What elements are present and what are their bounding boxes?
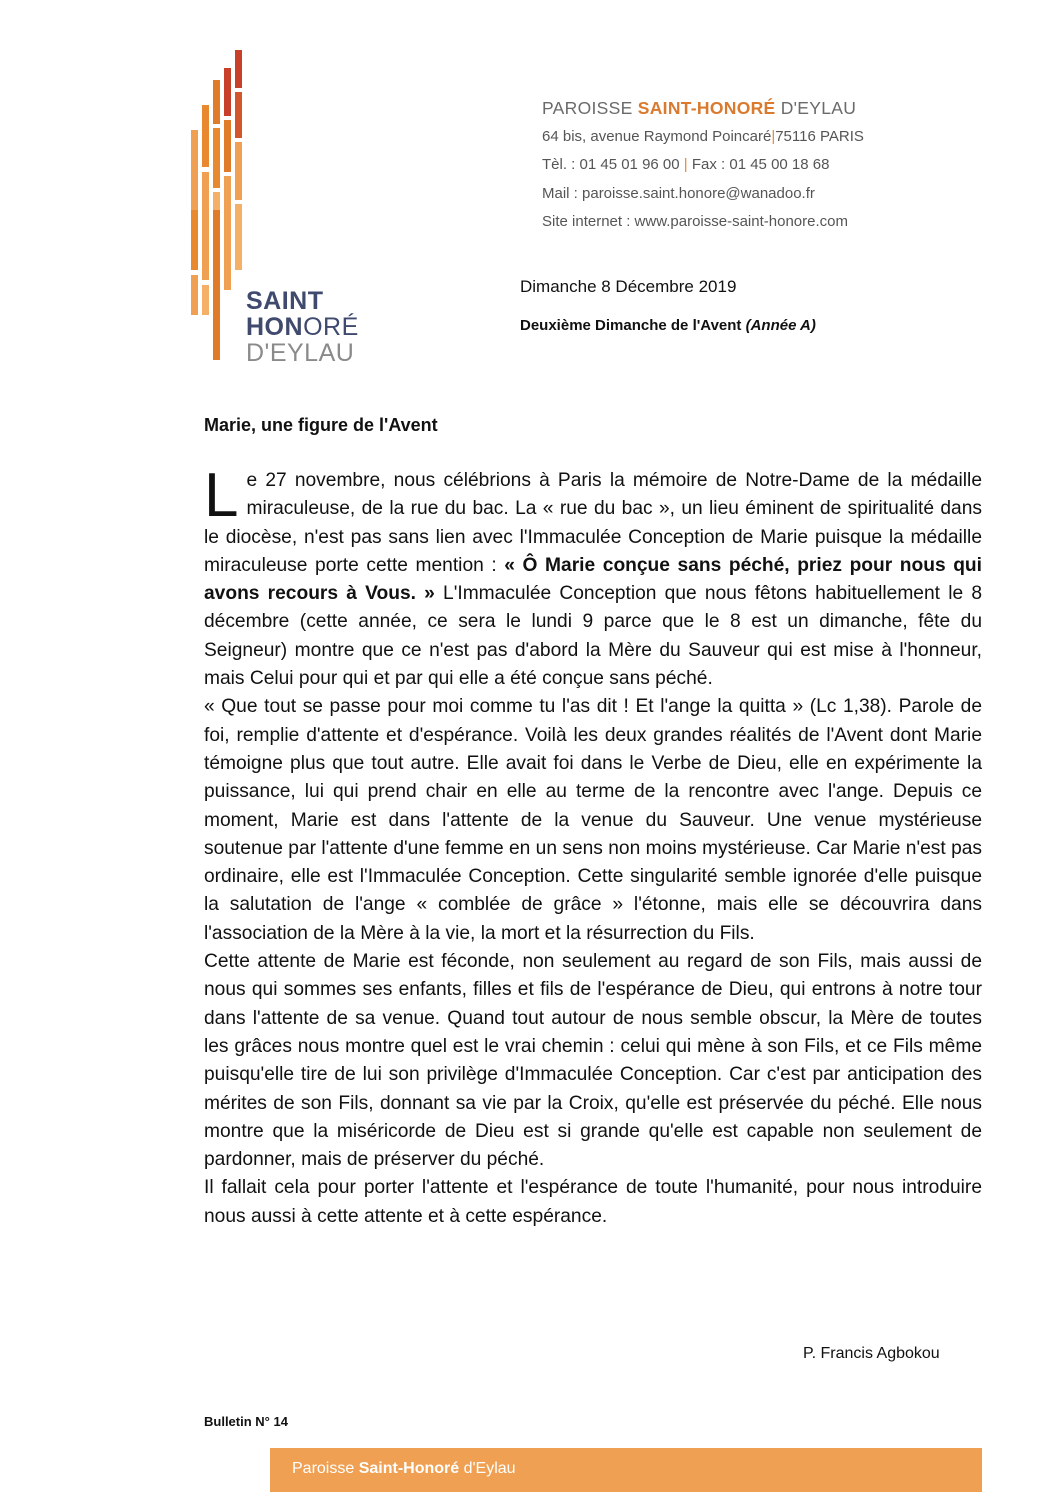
logo-text: [246, 288, 359, 366]
logo-bars-icon: [190, 50, 250, 370]
article-paragraph: Cette attente de Marie est féconde, non seulement au regard de son Fils, mais aussi de nous qui sommes ses enfants, filles et fils de l'espérance de Dieu, qui entrons à notre tour dans l'attente de sa venue. Quand tout autour de nous semble obscur, la Mère de toutes les grâces nous montre quel est le vrai chemin : celui qui mène à son Fils, et ce Fils même puisqu'elle tire de lui son privilège d'Immaculée Conception. Car c'est par anticipation des mérites de son Fils, donnant sa vie par la Croix, qu'elle est préservée du péché. Elle nous montre que la miséricorde de Dieu est si grande qu'elle est capable non seulement de pardonner, mais de préserver du péché.: [204, 951, 982, 1171]
bulletin-date: Dimanche 8 Décembre 2019: [520, 277, 737, 296]
footer-band: [270, 1448, 982, 1492]
article-paragraph: Il fallait cela pour porter l'attente et l'espérance de toute l'humanité, pour nous introduire nous aussi à cette attente et à cette espérance.: [204, 1177, 982, 1227]
paragraph-1-quote: « Ô Marie conçue sans péché, priez pour nous qui avons recours à Vous. »: [204, 554, 982, 605]
parish-address: [542, 123, 864, 152]
occasion-text: Deuxième Dimanche de l'Avent: [520, 317, 746, 334]
author-signature: P. Francis Agbokou: [803, 1345, 940, 1362]
footer-text: [292, 1460, 516, 1478]
logo-line-honore-thin: ORÉ: [303, 313, 359, 341]
bulletin-number: Bulletin N° 14: [204, 1414, 288, 1429]
logo-line-honore-bold: HON: [246, 313, 304, 341]
parish-logo: [190, 50, 370, 370]
parish-phone: [542, 151, 864, 180]
logo-line-saint: SAINT: [246, 287, 324, 315]
parish-site: Site internet : www.paroisse-saint-honore.com: [542, 213, 848, 230]
liturgical-occasion: [520, 317, 816, 334]
article-title: Marie, une figure de l'Avent: [204, 415, 438, 435]
phone-separator: |: [683, 156, 688, 173]
parish-mail: Mail : paroisse.saint.honore@wanadoo.fr: [542, 184, 815, 202]
parish-header: [542, 94, 864, 237]
address-street: 64 bis, avenue Raymond Poincaré: [542, 127, 772, 145]
phone-fax: Fax : 01 45 00 18 68: [691, 156, 830, 173]
logo-line-honore: [246, 314, 359, 340]
address-city: 75116 PARIS: [775, 127, 864, 145]
footer-highlight: Saint-Honoré: [358, 1460, 460, 1477]
occasion-year: (Année A): [745, 317, 816, 334]
address-separator: |: [771, 127, 776, 145]
footer-prefix: Paroisse: [292, 1460, 359, 1477]
paragraph-1-text-end: L'Immaculée Conception que nous fêtons habituellement le 8 décembre (cette année, ce sera le lundi 9 parce que le 8 est un dimanche, fête du Seigneur) montre que ce n'est pas d'abord la Mère du Sauveur qui est mise à l'honneur, mais Celui pour qui et par qui elle a été conçue sans péché.: [204, 583, 982, 690]
logo-line-eylau: D'EYLAU: [246, 339, 355, 367]
paragraph-1-text: e 27 novembre, nous célébrions à Paris la mémoire de Notre-Dame de la médaille miraculeuse, de la rue du bac. La « rue du bac », un lieu éminent de spiritualité dans le diocèse, n'est pas sans lien avec l'Immaculée Conception de Marie puisque la médaille miraculeuse porte cette mention :: [204, 470, 982, 576]
drop-cap: L: [204, 461, 239, 530]
parish-name-prefix: PAROISSE: [542, 98, 638, 118]
parish-name-highlight: SAINT-HONORÉ: [637, 98, 776, 118]
phone-tel: Tèl. : 01 45 01 96 00: [542, 156, 680, 173]
article-body: [204, 461, 982, 1231]
parish-name-suffix: D'EYLAU: [775, 98, 857, 118]
article-paragraph: [204, 461, 982, 693]
parish-name: [542, 94, 864, 123]
article-paragraph: « Que tout se passe pour moi comme tu l'as dit ! Et l'ange la quitta » (Lc 1,38). Parole de foi, remplie d'attente et d'espérance. Voilà les deux grandes réalités de l'Avent dont Marie témoigne plus que tout autre. Elle avait foi dans le Verbe de Dieu, elle en expérimente la puissance, lui qui prend chair en elle au terme de la rencontre avec l'ange. Depuis ce moment, Marie est dans l'attente de la venue du Sauveur. Une venue mystérieuse soutenue par l'attente d'une femme en un sens non moins mystérieuse. Car Marie n'est pas ordinaire, elle est l'Immaculée Conception. Cette singularité semble ignorée d'elle puisque la salutation de l'ange « comblée de grâce » l'étonne, mais elle se découvrira dans l'association de la Mère à la vie, la mort et la résurrection du Fils.: [204, 696, 982, 944]
footer-suffix: d'Eylau: [459, 1460, 516, 1477]
